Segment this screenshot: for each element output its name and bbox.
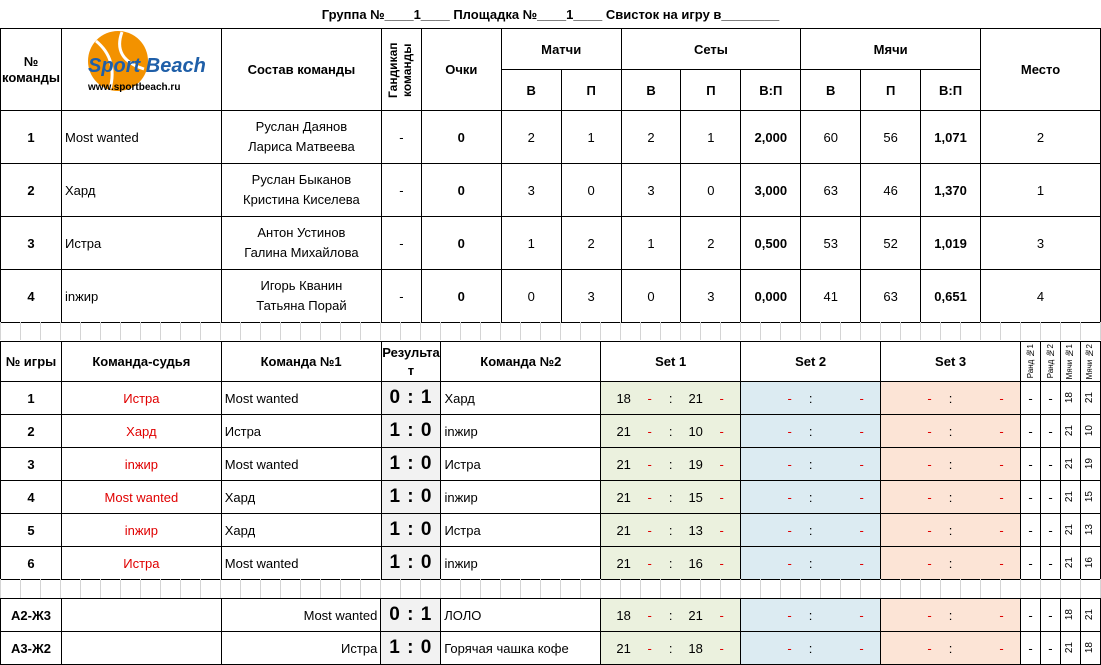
col-set1: Set 1 [601,342,741,382]
col-balls1: Мячи №1 [1061,342,1081,382]
team2: Истра [441,514,601,547]
referee-team [61,599,221,632]
rand2: - [1041,547,1061,580]
set-score-empty[interactable]: - : - [881,632,1021,665]
col-handicap: Гандикап команды [381,29,421,111]
set-score-empty[interactable]: - : - [741,514,881,547]
col-rand1: Ранд №1 [1021,342,1041,382]
set-score-empty[interactable]: - : - [881,448,1021,481]
set-score[interactable]: 21 - : 18 - [601,632,741,665]
col-composition: Состав команды [221,29,381,111]
set-score-empty[interactable]: - : - [741,481,881,514]
result: 1 : 0 [381,415,441,448]
team-name: inжир [61,270,221,323]
rand1: - [1021,599,1041,632]
referee-team: inжир [61,448,221,481]
game-no: 3 [1,448,62,481]
set-score-empty[interactable]: - : - [741,448,881,481]
game-row [1,448,1101,481]
spacer-grid [0,322,1101,340]
set-score-empty[interactable]: - : - [881,547,1021,580]
set-score-empty[interactable]: - : - [881,599,1021,632]
balls2: 21 [1080,599,1100,632]
team1: Most wanted [221,599,381,632]
result: 1 : 0 [381,448,441,481]
balls1: 21 [1061,448,1081,481]
sub-ratio: В:П [741,70,801,111]
place: 4 [981,270,1101,323]
set-score[interactable]: 21 - : 13 - [601,514,741,547]
team-players: Игорь Кванин Татьяна Порай [221,270,381,323]
result: 1 : 0 [381,481,441,514]
team2: Истра [441,448,601,481]
set-score[interactable]: 18 - : 21 - [601,599,741,632]
game-row [1,547,1101,580]
balls1: 21 [1061,481,1081,514]
team-name: Хард [61,164,221,217]
set-score-empty[interactable]: - : - [881,415,1021,448]
set-score-empty[interactable]: - : - [741,382,881,415]
col-set3: Set 3 [881,342,1021,382]
col-referee: Команда-судья [61,342,221,382]
balls2: 10 [1080,415,1100,448]
sub-l: П [861,70,921,111]
balls2: 19 [1080,448,1100,481]
referee-team: inжир [61,514,221,547]
balls1: 21 [1061,547,1081,580]
set-score[interactable]: 21 - : 15 - [601,481,741,514]
col-sets: Сеты [621,29,801,70]
sub-w: В [801,70,861,111]
team2: ЛОЛО [441,599,601,632]
col-points: Очки [421,29,501,111]
team-players: Руслан Даянов Лариса Матвеева [221,111,381,164]
col-rand2: Ранд №2 [1041,342,1061,382]
balls1: 21 [1061,415,1081,448]
team1: Most wanted [221,448,381,481]
rand1: - [1021,547,1041,580]
set-score-empty[interactable]: - : - [741,547,881,580]
col-set2: Set 2 [741,342,881,382]
balls2: 13 [1080,514,1100,547]
game-row [1,514,1101,547]
team2: Горячая чашка кофе [441,632,601,665]
rand1: - [1021,448,1041,481]
rand2: - [1041,481,1061,514]
rand2: - [1041,415,1061,448]
col-team2: Команда №2 [441,342,601,382]
col-team-no: № команды [1,29,62,111]
result: 1 : 0 [381,514,441,547]
rand2: - [1040,599,1060,632]
balls2: 15 [1080,481,1100,514]
team2: inжир [441,547,601,580]
set-score-empty[interactable]: - : - [881,514,1021,547]
set-score[interactable]: 21 - : 10 - [601,415,741,448]
referee-team: Хард [61,415,221,448]
standings-row: 1 Most wanted Руслан Даянов Лариса Матвеева - 0 2 1 2 1 2,000 60 56 1,071 2 [1,111,1101,164]
team2: Хард [441,382,601,415]
balls2: 21 [1080,382,1100,415]
col-game-no: № игры [1,342,62,382]
team1: Истра [221,632,381,665]
team-players: Руслан Быканов Кристина Киселева [221,164,381,217]
sub-w: В [501,70,561,111]
game-no: 4 [1,481,62,514]
col-matches: Матчи [501,29,621,70]
col-result: Результат [381,342,441,382]
team1: Most wanted [221,382,381,415]
result: 1 : 0 [381,547,441,580]
games-table [0,341,1101,580]
game-row [1,382,1101,415]
result: 1 : 0 [381,632,441,665]
set-score-empty[interactable]: - : - [881,382,1021,415]
col-balls: Мячи [801,29,981,70]
rand2: - [1041,448,1061,481]
finals-table [0,598,1101,665]
place: 3 [981,217,1101,270]
game-no: 1 [1,382,62,415]
result: 0 : 1 [381,382,441,415]
balls1: 21 [1060,632,1080,665]
rand1: - [1021,481,1041,514]
result: 0 : 1 [381,599,441,632]
game-no: А3-Ж2 [1,632,62,665]
rand2: - [1041,514,1061,547]
team1: Хард [221,481,381,514]
balls1: 21 [1061,514,1081,547]
rand1: - [1021,415,1041,448]
place: 1 [981,164,1101,217]
game-row [1,599,1101,632]
logo-brand-text: Sport Beach [88,55,207,77]
rand1: - [1021,382,1041,415]
rand2: - [1040,632,1060,665]
referee-team: Истра [61,547,221,580]
sub-l: П [681,70,741,111]
team-players: Антон Устинов Галина Михайлова [221,217,381,270]
col-place: Место [981,29,1101,111]
rand1: - [1021,632,1041,665]
game-no: 6 [1,547,62,580]
logo-url-text: www.sportbeach.ru [88,82,181,93]
page-title: Группа №____1____ Площадка №____1____ Свисток на игру в________ [321,7,780,22]
balls2: 18 [1080,632,1100,665]
set-score-empty[interactable]: - : - [741,632,881,665]
referee-team: Истра [61,382,221,415]
referee-team [61,632,221,665]
col-balls2: Мячи №2 [1080,342,1100,382]
game-no: А2-Ж3 [1,599,62,632]
set-score-empty[interactable]: - : - [881,481,1021,514]
rand1: - [1021,514,1041,547]
place: 2 [981,111,1101,164]
team-name: Most wanted [61,111,221,164]
set-score[interactable]: 21 - : 19 - [601,448,741,481]
standings-row: 3 Истра Антон Устинов Галина Михайлова - 0 1 2 1 2 0,500 53 52 1,019 3 [1,217,1101,270]
referee-team: Most wanted [61,481,221,514]
team1: Хард [221,514,381,547]
sub-w: В [621,70,681,111]
sub-ratio: В:П [921,70,981,111]
team2: inжир [441,415,601,448]
team-name: Истра [61,217,221,270]
team2: inжир [441,481,601,514]
logo [61,29,221,111]
standings-row: 4 inжир Игорь Кванин Татьяна Порай - 0 0 3 0 3 0,000 41 63 0,651 4 [1,270,1101,323]
game-no: 2 [1,415,62,448]
game-row [1,481,1101,514]
set-score[interactable]: 18 - : 21 - [601,382,741,415]
sport-beach-logo [62,29,220,107]
balls1: 18 [1061,382,1081,415]
spacer-grid [0,579,1101,598]
col-team1: Команда №1 [221,342,381,382]
balls1: 18 [1060,599,1080,632]
set-score-empty[interactable]: - : - [741,415,881,448]
game-no: 5 [1,514,62,547]
team1: Истра [221,415,381,448]
game-row [1,415,1101,448]
set-score-empty[interactable]: - : - [741,599,881,632]
sub-l: П [561,70,621,111]
standings-row: 2 Хард Руслан Быканов Кристина Киселева - 0 3 0 3 0 3,000 63 46 1,370 1 [1,164,1101,217]
game-row [1,632,1101,665]
team1: Most wanted [221,547,381,580]
rand2: - [1041,382,1061,415]
balls2: 16 [1080,547,1100,580]
set-score[interactable]: 21 - : 16 - [601,547,741,580]
standings-table [0,28,1101,323]
